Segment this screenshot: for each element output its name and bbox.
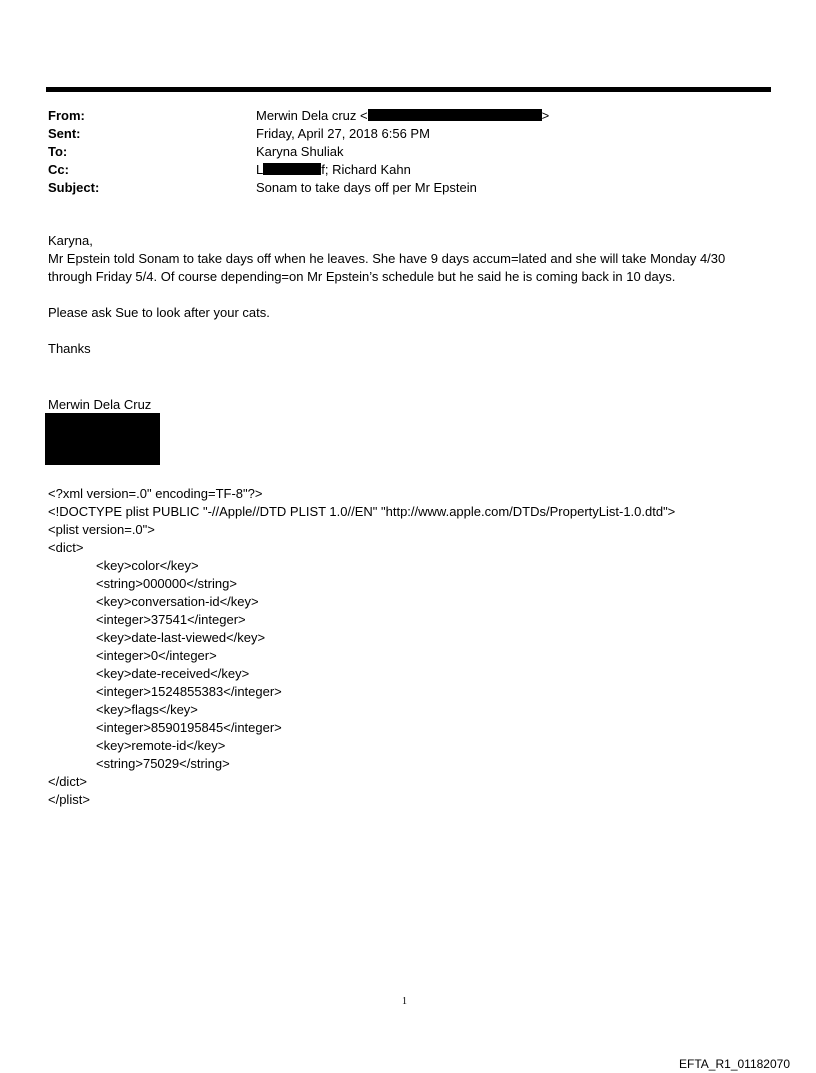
- plist-line: <integer>0</integer>: [96, 648, 217, 663]
- header-divider: [46, 87, 771, 92]
- bates-number: EFTA_R1_01182070: [679, 1057, 790, 1071]
- plist-line: <integer>37541</integer>: [96, 612, 246, 627]
- from-label: From:: [48, 108, 85, 123]
- cc-row: [48, 161, 748, 179]
- plist-line: </plist>: [48, 792, 90, 807]
- to-value: Karyna Shuliak: [256, 144, 344, 159]
- plist-block: [48, 485, 675, 809]
- plist-line: <key>conversation-id</key>: [96, 594, 259, 609]
- email-header: [48, 107, 748, 197]
- to-label: To:: [48, 144, 68, 159]
- from-row: [48, 107, 748, 125]
- plist-line: <key>flags</key>: [96, 702, 198, 717]
- plist-line: <key>date-received</key>: [96, 666, 250, 681]
- subject-value: Sonam to take days off per Mr Epstein: [256, 180, 477, 195]
- plist-line: <string>75029</string>: [96, 756, 230, 771]
- greeting: Karyna,: [48, 233, 93, 248]
- sent-label: Sent:: [48, 126, 81, 141]
- plist-line: <key>remote-id</key>: [96, 738, 226, 753]
- cc-prefix: L: [256, 162, 264, 177]
- sent-row: [48, 125, 748, 143]
- subject-label: Subject:: [48, 180, 100, 195]
- closing: Thanks: [48, 341, 91, 356]
- subject-row: [48, 179, 748, 197]
- to-row: [48, 143, 748, 161]
- plist-line: <integer>8590195845</integer>: [96, 720, 282, 735]
- plist-line: <?xml version=.0" encoding=TF-8"?>: [48, 486, 263, 501]
- signature-redaction: [45, 413, 160, 465]
- plist-line: <integer>1524855383</integer>: [96, 684, 282, 699]
- from-value: [256, 107, 748, 125]
- signature-name: Merwin Dela Cruz: [48, 397, 152, 412]
- email-body: [48, 232, 768, 358]
- body-paragraph: Mr Epstein told Sonam to take days off when he leaves. She have 9 days accum=lated and she will take Monday 4/30 through Friday 5/4. Of course depending=on Mr Epstein’s schedule but he said he is coming back in 10 days.: [48, 251, 726, 284]
- plist-line: <key>date-last-viewed</key>: [96, 630, 266, 645]
- redaction-bar: [263, 163, 321, 175]
- plist-line: <plist version=.0">: [48, 522, 155, 537]
- page-number: 1: [402, 996, 407, 1007]
- from-name: Merwin Dela cruz <: [256, 108, 368, 123]
- cc-label: Cc:: [48, 162, 69, 177]
- cc-tail: f; Richard Kahn: [321, 162, 411, 177]
- plist-line: <string>000000</string>: [96, 576, 237, 591]
- cc-value: [256, 161, 748, 179]
- plist-line: <dict>: [48, 540, 84, 555]
- plist-line: <!DOCTYPE plist PUBLIC "-//Apple//DTD PLIST 1.0//EN" "http://www.apple.com/DTDs/PropertyList-1.0.dtd">: [48, 504, 676, 519]
- redaction-bar: [368, 109, 542, 121]
- from-tail: >: [541, 108, 550, 123]
- body-paragraph: Please ask Sue to look after your cats.: [48, 305, 270, 320]
- plist-line: <key>color</key>: [96, 558, 199, 573]
- plist-line: </dict>: [48, 774, 88, 789]
- sent-value: Friday, April 27, 2018 6:56 PM: [256, 126, 430, 141]
